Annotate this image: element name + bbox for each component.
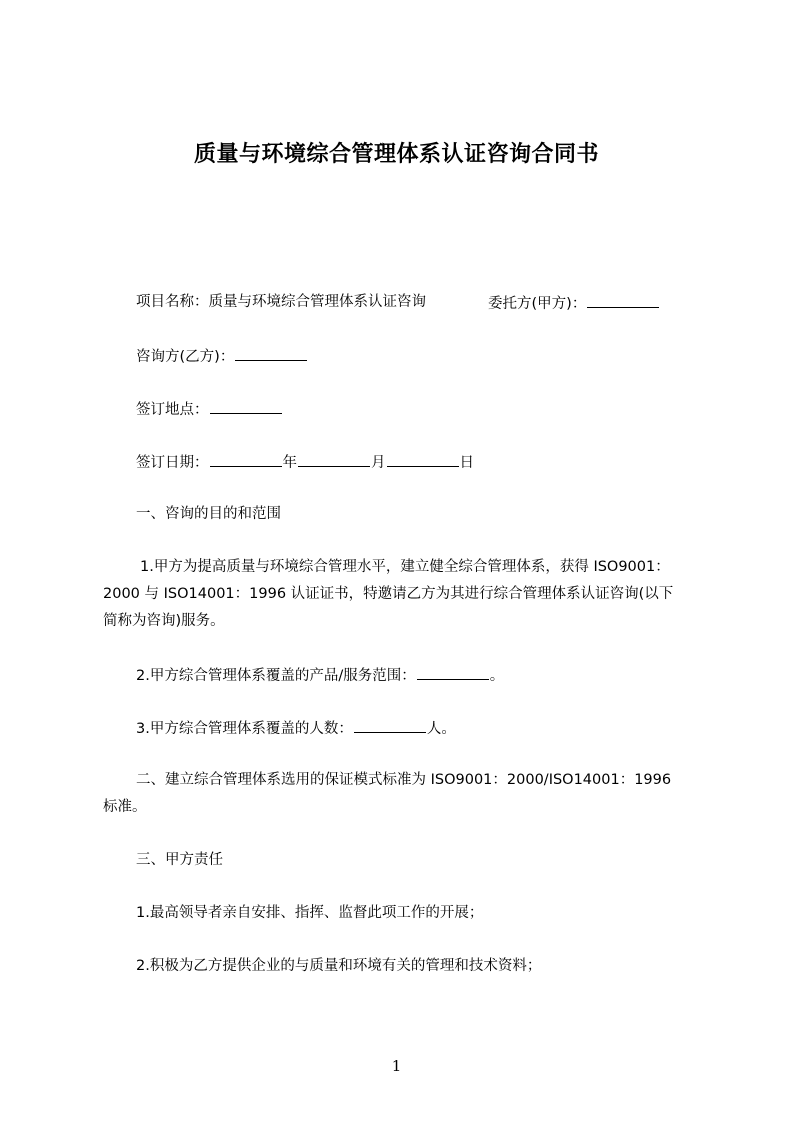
day-blank — [387, 451, 459, 467]
clause-3-2: 2.积极为乙方提供企业的与质量和环境有关的管理和技术资料； — [136, 958, 542, 974]
clause-1-1-line3: 简称为咨询)服务。 — [103, 613, 225, 629]
headcount-blank — [354, 717, 426, 733]
clause-1-1-line2: 2000 与 ISO14001：1996 认证证书，特邀请乙方为其进行综合管理体系认证咨询(以下 — [103, 586, 674, 602]
year-blank — [210, 451, 282, 467]
project-name-label: 项目名称：质量与环境综合管理体系认证咨询 — [136, 294, 426, 310]
sign-date-line — [136, 451, 474, 473]
month-char: 月 — [371, 455, 386, 471]
client-party-line — [488, 292, 660, 314]
clause-1-3-end: 人。 — [426, 721, 456, 737]
clause-1-2-end: 。 — [489, 668, 505, 684]
clause-1-3-text: 3.甲方综合管理体系覆盖的人数： — [136, 721, 353, 737]
sign-place-line — [136, 398, 283, 420]
client-party-label: 委托方(甲方)： — [488, 296, 587, 312]
clause-3-1: 1.最高领导者亲自安排、指挥、监督此项工作的开展； — [136, 905, 484, 921]
page-number: 1 — [391, 1057, 402, 1075]
section2-line2: 标准。 — [103, 799, 147, 815]
sign-date-label: 签订日期： — [136, 455, 209, 471]
document-title: 质量与环境综合管理体系认证咨询合同书 — [193, 142, 599, 167]
consultant-party-label: 咨询方(乙方)： — [136, 349, 235, 365]
month-blank — [298, 451, 370, 467]
day-char: 日 — [459, 455, 474, 471]
clause-1-2-line — [136, 664, 504, 686]
consultant-party-blank — [235, 345, 307, 361]
section1-heading: 一、咨询的目的和范围 — [136, 506, 281, 522]
sign-place-blank — [210, 398, 282, 414]
sign-place-label: 签订地点： — [136, 402, 209, 418]
clause-1-1-line1: 1.甲方为提高质量与环境综合管理水平，建立健全综合管理体系，获得 ISO9001： — [140, 559, 670, 575]
section2-line1: 二、建立综合管理体系选用的保证模式标准为 ISO9001：2000/ISO14001：1996 — [136, 772, 672, 788]
project-name-line — [136, 292, 426, 312]
client-party-blank — [587, 292, 659, 308]
year-char: 年 — [282, 455, 297, 471]
consultant-party-line — [136, 345, 308, 367]
section3-heading: 三、甲方责任 — [136, 852, 223, 868]
scope-blank — [417, 664, 489, 680]
clause-1-3-line — [136, 717, 456, 739]
clause-1-2-text: 2.甲方综合管理体系覆盖的产品/服务范围： — [136, 668, 416, 684]
